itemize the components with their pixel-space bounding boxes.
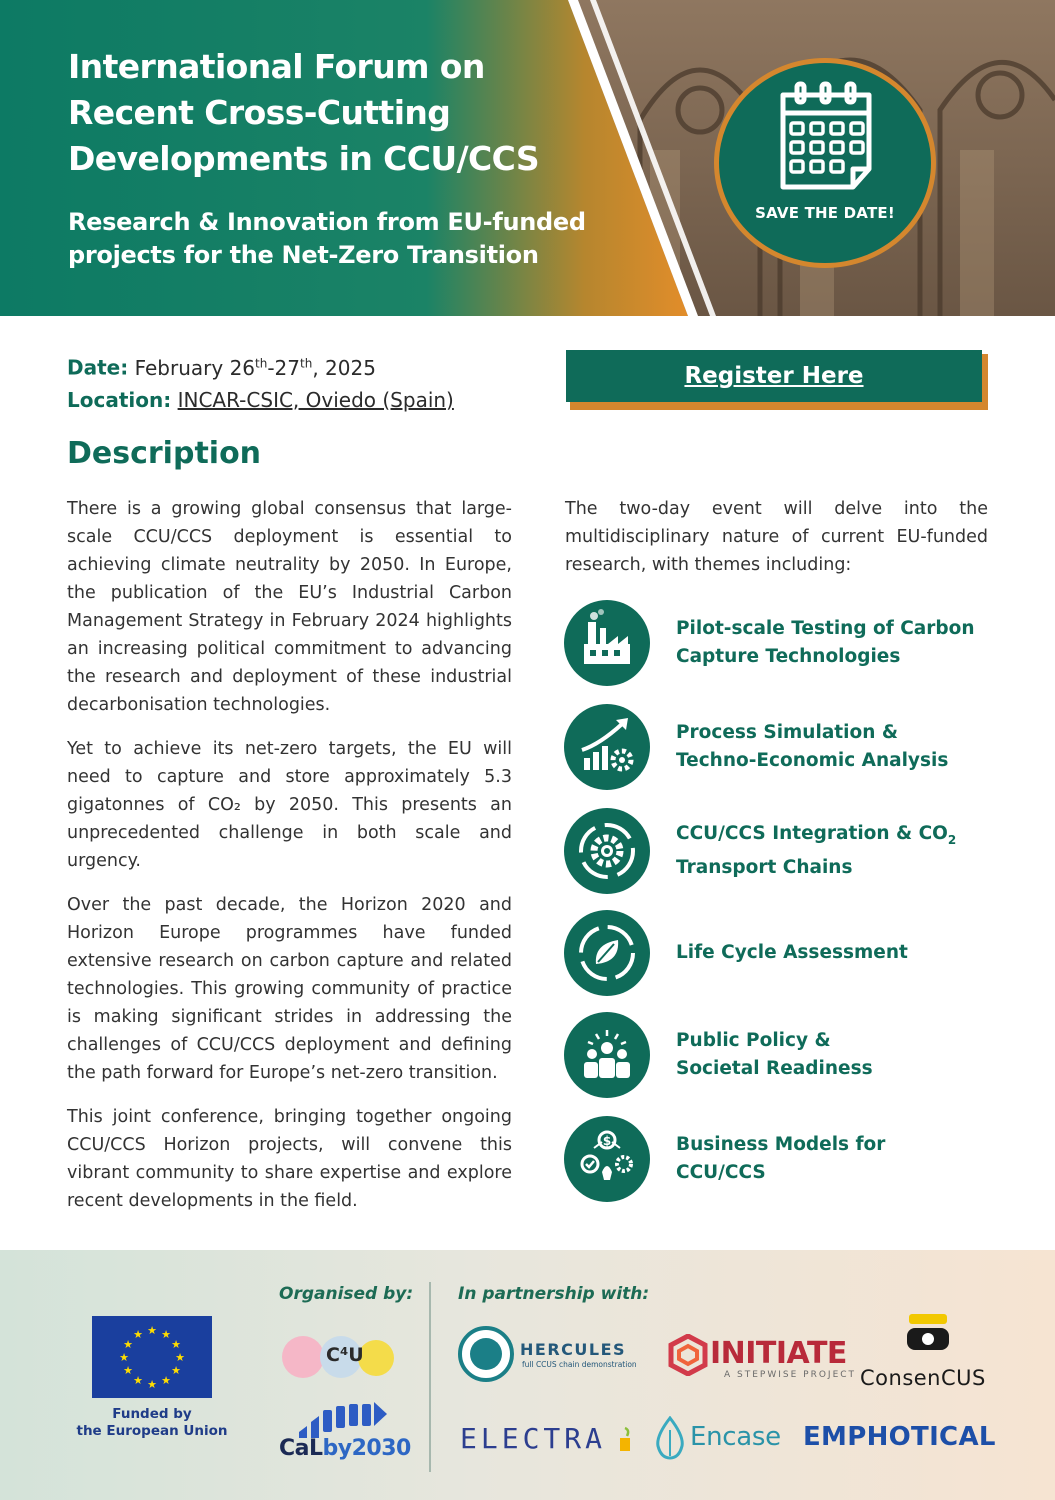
encase-drop-icon (654, 1416, 686, 1460)
theme-label: Business Models for CCU/CCS (676, 1134, 886, 1183)
calby2030-logo: CaLby2030 (279, 1436, 411, 1461)
theme-integration-transport (564, 808, 994, 894)
date-value: February 26th-27th, 2025 (134, 355, 376, 380)
theme-process-simulation (564, 704, 994, 790)
eu-funding-caption: Funded by the European Union (76, 1406, 228, 1439)
location-label: Location: (67, 387, 172, 412)
header-text (68, 44, 608, 272)
hercules-logo: HERCULES (520, 1340, 627, 1359)
register-button[interactable]: Register Here (566, 350, 982, 402)
theme-label: Life Cycle Assessment (676, 942, 908, 963)
initiate-hexagon-icon (668, 1334, 708, 1376)
location-link[interactable]: INCAR-CSIC, Oviedo (Spain) (177, 387, 454, 412)
theme-label: Process Simulation & Techno-Economic Analysis (676, 722, 949, 771)
theme-label: Pilot-scale Testing of Carbon Capture Technologies (676, 618, 975, 667)
c4u-logo: C⁴U (282, 1336, 402, 1376)
svg-text:★: ★ (147, 1324, 157, 1337)
location-line (67, 384, 454, 416)
save-the-date-text: SAVE THE DATE! (755, 204, 895, 222)
consencus-icon (905, 1312, 951, 1362)
header-banner (0, 0, 1055, 316)
theme-public-policy (564, 1012, 994, 1098)
event-subtitle: Research & Innovation from EU-funded projects for the Net-Zero Transition (68, 208, 586, 269)
description-left-column (67, 495, 512, 1231)
svg-text:★: ★ (171, 1364, 181, 1377)
theme-label: Public Policy & Societal Readiness (676, 1030, 873, 1079)
calendar-icon (777, 81, 875, 193)
svg-text:★: ★ (171, 1338, 181, 1351)
consencus-logo: ConsenCUS (860, 1366, 986, 1390)
factory-icon (564, 600, 650, 686)
description-paragraph: There is a growing global consensus that large-scale CCU/CCS deployment is essential to achieving climate neutrality by 2050. In Europe, the publication of the EU’s Industrial Carbon Management Strategy in February 2024 highlights an increasing political commitment to advancing the research and deployment of these industrial decarbonisation technologies. (67, 499, 512, 715)
initiate-tagline: A STEPWISE PROJECT (724, 1370, 857, 1380)
theme-pilot-testing (564, 600, 994, 686)
description-paragraph: Yet to achieve its net-zero targets, the EU will need to capture and store approximately 5.3 gigatonnes of CO₂ by 2050. This presents an unprecedented challenge in both scale and urgency. (67, 739, 512, 871)
business-icon (564, 1116, 650, 1202)
event-info (67, 347, 454, 416)
description-paragraph: This joint conference, bringing together ongoing CCU/CCS Horizon projects, will convene this vibrant community to share expertise and explore recent developments in the field. (67, 1107, 512, 1211)
save-the-date-badge (714, 58, 936, 268)
svg-text:★: ★ (123, 1364, 133, 1377)
svg-text:★: ★ (147, 1378, 157, 1391)
date-line (67, 347, 454, 384)
initiate-logo: INITIATE (710, 1336, 847, 1371)
svg-text:★: ★ (133, 1328, 143, 1341)
hercules-tagline: full CCUS chain demonstration (522, 1360, 637, 1369)
eu-flag-logo (92, 1316, 212, 1398)
organised-by-label: Organised by: (279, 1284, 414, 1304)
eu-stars-icon (93, 1317, 211, 1397)
svg-text:★: ★ (161, 1328, 171, 1341)
description-paragraph: Over the past decade, the Horizon 2020 and Horizon Europe programmes have funded extensive research on carbon capture and related technologies. This growing community of practice is making significant strides in addressing the challenges of CCU/CCS deployment and defining the path forward for Europe’s net-zero transition. (67, 895, 512, 1083)
svg-text:$: $ (602, 1134, 612, 1148)
leaf-cycle-icon (564, 910, 650, 996)
description-heading: Description (67, 436, 262, 471)
calby2030-arrow-icon (279, 1402, 389, 1438)
theme-business-models (564, 1116, 994, 1202)
theme-life-cycle (564, 910, 994, 996)
hercules-logo-mark (458, 1326, 514, 1382)
encase-logo: Encase (690, 1422, 781, 1452)
register-button-wrap (566, 350, 984, 406)
theme-label: CCU/CCS Integration & $CO_2$ Transport Chains (676, 823, 957, 878)
growth-chart-icon (564, 704, 650, 790)
footer-divider (429, 1282, 431, 1472)
event-title: International Forum on Recent Cross-Cutting Developments in CCU/CCS (68, 47, 540, 178)
svg-text:★: ★ (119, 1351, 129, 1364)
gear-cycle-icon (564, 808, 650, 894)
svg-text:★: ★ (161, 1374, 171, 1387)
svg-text:★: ★ (123, 1338, 133, 1351)
electra-logo: ELECTRA (460, 1422, 607, 1455)
partnership-label: In partnership with: (458, 1284, 650, 1304)
svg-text:★: ★ (133, 1374, 143, 1387)
footer-logos (0, 1250, 1055, 1500)
emphatical-logo: EMPHOTICAL (803, 1422, 996, 1452)
date-label: Date: (67, 355, 129, 380)
electra-battery-icon (618, 1426, 632, 1452)
themes-intro: The two-day event will delve into the multidisciplinary nature of current EU-funded research, with themes including: (565, 499, 988, 575)
svg-text:★: ★ (175, 1351, 185, 1364)
people-icon (564, 1012, 650, 1098)
